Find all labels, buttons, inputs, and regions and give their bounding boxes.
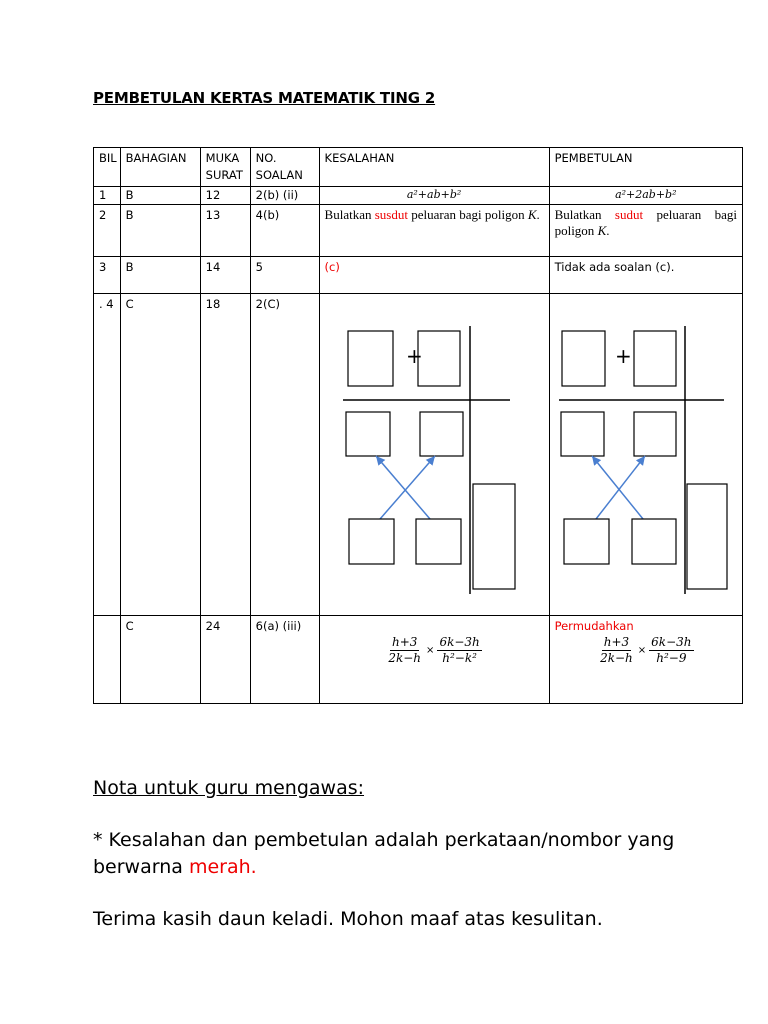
header-muka-surat: MUKA SURAT bbox=[200, 148, 250, 187]
table-row: 3 B 14 5 (c) Tidak ada soalan (c). bbox=[94, 257, 743, 294]
pembetulan-diagram bbox=[550, 294, 730, 612]
table-row: . 4 C 18 2(C) + + bbox=[94, 294, 743, 616]
table-row: C 24 6(a) (iii) $\frac{h+3}{2k-h}$ × $\frac{6k-3h}{\text{h²−k²}}$ Permudahkan $\frac{h+3}{2k-h}$ × $\frac{6k-3h}{\text{h²−9}}$ bbox=[94, 616, 743, 704]
pembetulan-text: Bulatkan sudut peluaran bagi poligon K. bbox=[549, 205, 742, 257]
pembetulan-text: Tidak ada soalan (c). bbox=[549, 257, 742, 294]
header-kesalahan: KESALAHAN bbox=[319, 148, 549, 187]
page-title: PEMBETULAN KERTAS MATEMATIK TING 2 bbox=[93, 89, 436, 107]
kesalahan-text: Bulatkan susdut peluaran bagi poligon K. bbox=[319, 205, 549, 257]
plus-sign: + bbox=[405, 344, 423, 368]
kesalahan-diagram bbox=[320, 294, 520, 612]
permudahkan-label: Permudahkan bbox=[554, 619, 634, 633]
pembetulan-diagram-cell bbox=[549, 294, 742, 616]
kesalahan-diagram-cell bbox=[319, 294, 549, 616]
kesalahan-fraction: $\frac{h+3}{2k-h}$ × $\frac{6k-3h}{\text{h²−k²}}$ bbox=[319, 616, 549, 704]
table-row: 2 B 13 4(b) Bulatkan susdut peluaran bagi poligon K. Bulatkan sudut peluaran bagi poligon K. bbox=[94, 205, 743, 257]
pembetulan-fraction: Permudahkan $\frac{h+3}{2k-h}$ × $\frac{6k-3h}{\text{h²−9}}$ bbox=[549, 616, 742, 704]
kesalahan-text: (c) bbox=[319, 257, 549, 294]
header-bahagian: BAHAGIAN bbox=[120, 148, 200, 187]
notes-heading: Nota untuk guru mengawas: bbox=[93, 777, 365, 799]
table-row: 1 B 12 2(b) (ii) a²+ab+b² a²+2ab+b² bbox=[94, 187, 743, 205]
pembetulan-formula: a²+2ab+b² bbox=[549, 187, 742, 205]
table-header-row bbox=[94, 148, 743, 187]
notes-line-2: Terima kasih daun keladi. Mohon maaf atas kesulitan. bbox=[93, 908, 603, 930]
kesalahan-formula: a²+ab+b² bbox=[319, 187, 549, 205]
correction-table bbox=[93, 147, 743, 704]
header-pembetulan: PEMBETULAN bbox=[549, 148, 742, 187]
notes-section bbox=[93, 775, 768, 933]
header-no-soalan: NO. SOALAN bbox=[250, 148, 319, 187]
plus-sign: + bbox=[614, 344, 632, 368]
header-bil: BIL bbox=[94, 148, 121, 187]
notes-line-1: * Kesalahan dan pembetulan adalah perkataan/nombor yang berwarna merah. bbox=[93, 829, 675, 878]
